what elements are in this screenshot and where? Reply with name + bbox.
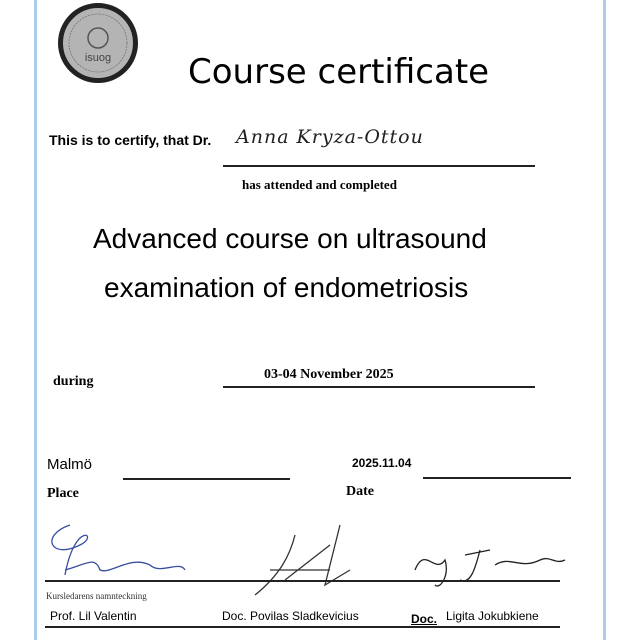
names-underline xyxy=(45,626,560,628)
right-border xyxy=(603,0,606,640)
course-dates: 03-04 November 2025 xyxy=(264,367,394,382)
during-label: during xyxy=(53,374,94,389)
dates-underline xyxy=(223,386,535,388)
signatures xyxy=(40,515,570,600)
place-underline xyxy=(123,478,290,480)
course-title-line1: Advanced course on ultrasound xyxy=(93,223,487,254)
signature-valentin xyxy=(52,525,185,575)
date-label: Date xyxy=(346,484,374,499)
certify-label: This is to certify, that Dr. xyxy=(49,132,212,148)
logo-text: isuog xyxy=(84,52,112,64)
signatory-3: Ligita Jokubkiene xyxy=(446,609,539,623)
signature-sladkevicius xyxy=(255,525,350,595)
signatory-2: Doc. Povilas Sladkevicius xyxy=(222,609,359,623)
signature-line xyxy=(45,580,560,582)
place-value: Malmö xyxy=(47,456,93,473)
signatory-3-title: Doc. xyxy=(411,612,438,626)
course-title-line2: examination of endometriosis xyxy=(104,272,469,303)
place-label: Place xyxy=(47,486,79,501)
signatory-1: Prof. Lil Valentin xyxy=(50,609,137,623)
date-underline xyxy=(423,477,571,479)
signature-caption: Kursledarens namnteckning xyxy=(46,591,147,601)
left-border xyxy=(34,0,37,640)
page-title: Course certificate xyxy=(188,52,490,92)
recipient-name: Anna Kryza-Ottou xyxy=(236,126,424,148)
isuog-logo xyxy=(58,3,138,83)
fetus-icon xyxy=(63,8,133,78)
name-underline xyxy=(223,165,535,167)
date-value: 2025.11.04 xyxy=(352,456,412,470)
attended-label: has attended and completed xyxy=(242,177,397,192)
